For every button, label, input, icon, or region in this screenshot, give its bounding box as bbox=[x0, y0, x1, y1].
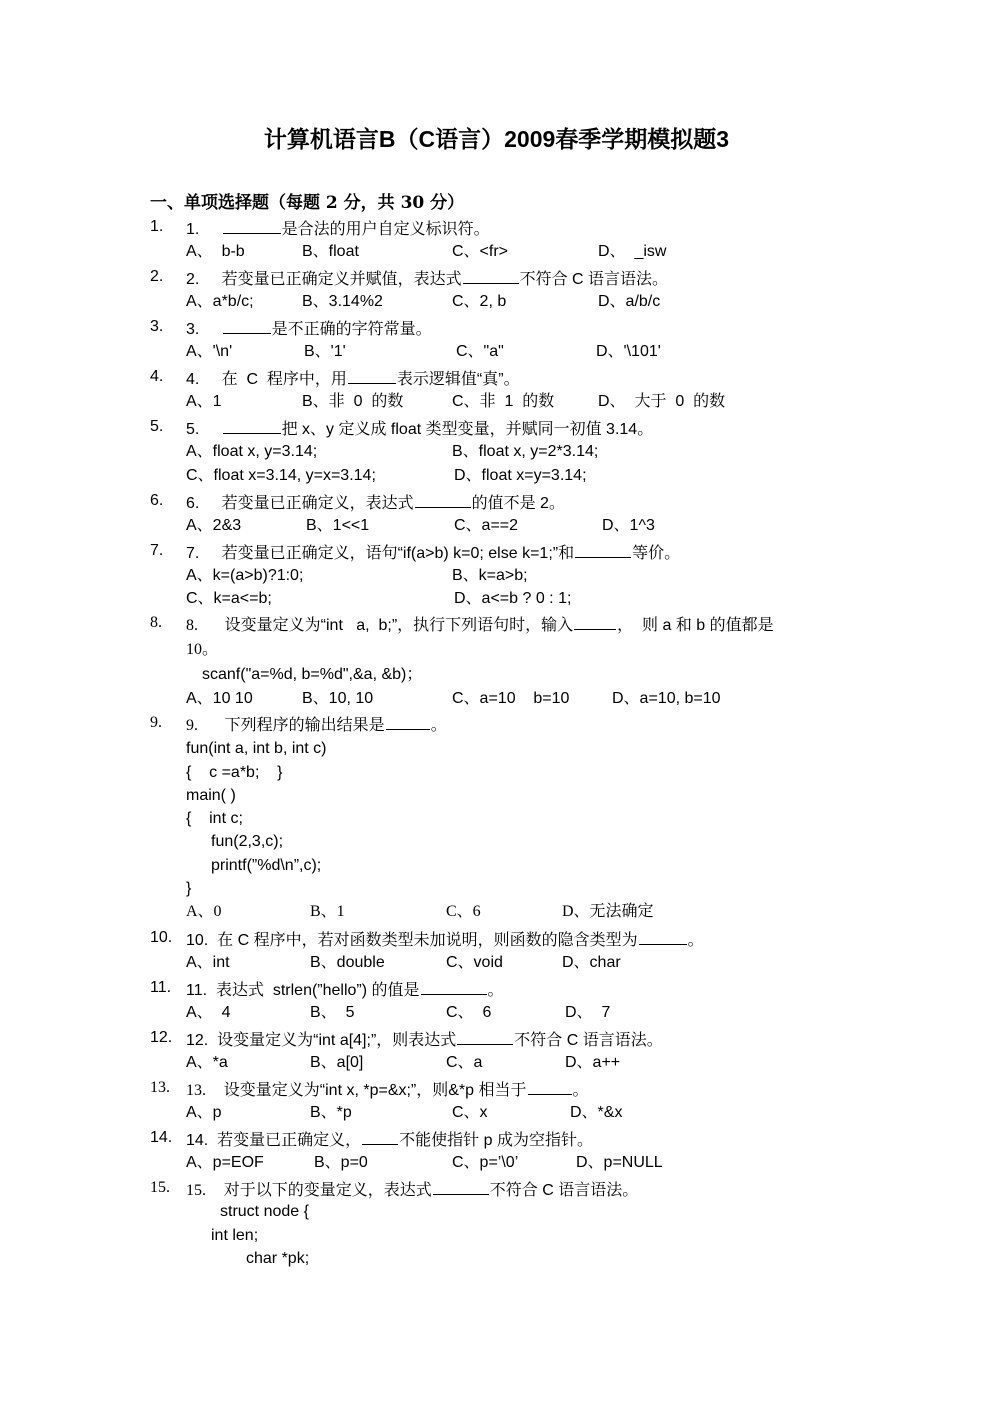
answer-blank bbox=[528, 1078, 572, 1095]
option-d: D、 大于 0 的数 bbox=[598, 393, 726, 410]
option-b: B、非 0 的数 bbox=[302, 393, 404, 410]
option-c: C、float x=3.14, y=x=3.14; bbox=[186, 467, 376, 484]
answer-blank bbox=[223, 417, 281, 434]
answer-blank bbox=[421, 978, 487, 995]
option-a: A、p bbox=[186, 1104, 222, 1121]
option-b: B、1 bbox=[310, 903, 345, 920]
option-c: C、a==2 bbox=[454, 517, 519, 534]
question-number: 10. bbox=[150, 929, 173, 946]
option-d: D、float x=y=3.14; bbox=[454, 467, 587, 484]
question-number: 11. bbox=[150, 979, 172, 996]
option-d: D、p=NULL bbox=[576, 1154, 663, 1171]
option-a: A、 4 bbox=[186, 1004, 231, 1021]
option-d: D、'\101' bbox=[596, 343, 661, 360]
question-number: 13. bbox=[150, 1079, 170, 1096]
question-4: 4. 在 C 程序中，用 表示逻辑值“真”。 bbox=[186, 367, 520, 390]
answer-blank bbox=[639, 928, 687, 945]
option-a: A、1 bbox=[186, 393, 222, 410]
option-a: A、'\n' bbox=[186, 343, 233, 360]
code-line: main( ) bbox=[186, 787, 236, 804]
answer-blank bbox=[574, 613, 616, 630]
code-line: scanf("a=%d, b=%d",&a, &b)； bbox=[202, 666, 423, 683]
option-a: A、 b-b bbox=[186, 243, 245, 260]
code-line: { int c; bbox=[186, 810, 243, 827]
question-9: 9. 下列程序的输出结果是 。 bbox=[186, 713, 447, 736]
question-number: 2. bbox=[150, 268, 164, 285]
code-line: struct node { bbox=[220, 1203, 309, 1220]
option-d: D、a=10, b=10 bbox=[612, 690, 721, 707]
answer-blank bbox=[457, 1028, 513, 1045]
question-8: 8. 设变量定义为“int a, b;”，执行下列语句时，输入 ， 则 a 和 b 的值都是 bbox=[186, 613, 774, 636]
question-10: 10. 在 C 程序中，若对函数类型未加说明，则函数的隐含类型为 。 bbox=[186, 928, 704, 951]
section-heading: 一、单项选择题（每题 2 分，共 30 分） bbox=[150, 193, 465, 213]
code-line: fun(int a, int b, int c) bbox=[186, 740, 327, 757]
option-c: C、a bbox=[446, 1054, 483, 1071]
question-number: 8. bbox=[150, 614, 162, 631]
option-d: D、无法确定 bbox=[562, 903, 654, 920]
question-number: 3. bbox=[150, 318, 164, 335]
question-number: 4. bbox=[150, 368, 164, 385]
answer-blank bbox=[223, 217, 281, 234]
option-c: C、非 1 的数 bbox=[452, 393, 555, 410]
answer-blank bbox=[362, 1128, 398, 1145]
option-d: D、a/b/c bbox=[598, 293, 661, 310]
code-line: { c =a*b; } bbox=[186, 764, 283, 781]
option-b: B、'1' bbox=[304, 343, 346, 360]
option-b: B、10, 10 bbox=[302, 690, 374, 707]
question-12: 12. 设变量定义为“int a[4];”，则表达式 不符合 C 语言语法。 bbox=[186, 1028, 663, 1051]
option-b: B、float x, y=2*3.14; bbox=[452, 443, 599, 460]
code-line: } bbox=[186, 880, 192, 897]
option-c: C、x bbox=[452, 1104, 488, 1121]
code-line: char *pk; bbox=[246, 1250, 310, 1267]
question-number: 1. bbox=[150, 218, 164, 235]
option-d: D、a++ bbox=[565, 1054, 621, 1071]
option-b: B、double bbox=[310, 954, 385, 971]
option-c: C、 6 bbox=[446, 1004, 492, 1021]
option-a: A、2&3 bbox=[186, 517, 242, 534]
question-number: 7. bbox=[150, 542, 164, 559]
question-14: 14. 若变量已正确定义， 不能使指针 p 成为空指针。 bbox=[186, 1128, 593, 1151]
option-d: D、 7 bbox=[565, 1004, 611, 1021]
option-c: C、6 bbox=[446, 903, 481, 920]
question-5: 5. 把 x、y 定义成 float 类型变量，并赋同一初值 3.14。 bbox=[186, 417, 653, 440]
question-15: 15. 对于以下的变量定义，表达式 不符合 C 语言语法。 bbox=[186, 1178, 638, 1201]
option-b: B、p=0 bbox=[314, 1154, 368, 1171]
question-number: 9. bbox=[150, 714, 162, 731]
page-title: 计算机语言B（C语言）2009春季学期模拟题3 bbox=[263, 126, 730, 152]
option-a: A、10 10 bbox=[186, 690, 253, 707]
option-b: B、1<<1 bbox=[306, 517, 370, 534]
option-c: C、p=’\0’ bbox=[452, 1154, 519, 1171]
question-number: 14. bbox=[150, 1129, 173, 1146]
code-line: int len; bbox=[211, 1227, 259, 1244]
option-c: C、a=10 b=10 bbox=[452, 690, 570, 707]
option-c: C、"a" bbox=[456, 343, 504, 360]
option-c: C、2, b bbox=[452, 293, 507, 310]
answer-blank bbox=[575, 541, 631, 558]
code-line: fun(2,3,c); bbox=[211, 833, 284, 850]
option-b: B、*p bbox=[310, 1104, 352, 1121]
option-c: C、<fr> bbox=[452, 243, 509, 260]
option-a: A、*a bbox=[186, 1054, 228, 1071]
answer-blank bbox=[415, 491, 471, 508]
question-number: 5. bbox=[150, 418, 164, 435]
question-11: 11. 表达式 strlen(”hello”) 的值是 。 bbox=[186, 978, 504, 1001]
answer-blank bbox=[386, 713, 430, 730]
question-1: 1. 是合法的用户自定义标识符。 bbox=[186, 217, 490, 240]
option-d: D、char bbox=[562, 954, 621, 971]
answer-blank bbox=[223, 317, 271, 334]
question-8-continued: 10。 bbox=[186, 641, 219, 658]
question-3: 3. 是不正确的字符常量。 bbox=[186, 317, 432, 340]
question-6: 6. 若变量已正确定义，表达式 的值不是 2。 bbox=[186, 491, 565, 514]
answer-blank bbox=[463, 267, 519, 284]
question-number: 15. bbox=[150, 1179, 170, 1196]
question-number: 12. bbox=[150, 1029, 173, 1046]
option-a: A、p=EOF bbox=[186, 1154, 264, 1171]
option-b: B、float bbox=[302, 243, 359, 260]
option-a: A、a*b/c; bbox=[186, 293, 254, 310]
option-a: A、int bbox=[186, 954, 230, 971]
code-line: printf(”%d\n”,c); bbox=[211, 857, 322, 874]
question-7: 7. 若变量已正确定义，语句“if(a>b) k=0; else k=1;”和 等价。 bbox=[186, 541, 680, 564]
option-a: A、k=(a>b)?1:0; bbox=[186, 567, 304, 584]
option-b: B、k=a>b; bbox=[452, 567, 528, 584]
question-number: 6. bbox=[150, 492, 164, 509]
question-2: 2. 若变量已正确定义并赋值，表达式 不符合 C 语言语法。 bbox=[186, 267, 668, 290]
option-b: B、3.14%2 bbox=[302, 293, 383, 310]
answer-blank bbox=[348, 367, 396, 384]
option-d: D、 _isw bbox=[598, 243, 667, 260]
option-a: A、0 bbox=[186, 903, 222, 920]
option-c: C、void bbox=[446, 954, 503, 971]
option-d: D、*&x bbox=[570, 1104, 623, 1121]
option-d: D、1^3 bbox=[602, 517, 655, 534]
question-13: 13. 设变量定义为“int x, *p=&x;”，则&*p 相当于 。 bbox=[186, 1078, 589, 1101]
option-b: B、 5 bbox=[310, 1004, 355, 1021]
option-b: B、a[0] bbox=[310, 1054, 364, 1071]
option-c: C、k=a<=b; bbox=[186, 590, 272, 607]
option-a: A、float x, y=3.14; bbox=[186, 443, 318, 460]
answer-blank bbox=[433, 1178, 489, 1195]
option-d: D、a<=b ? 0 : 1; bbox=[454, 590, 572, 607]
